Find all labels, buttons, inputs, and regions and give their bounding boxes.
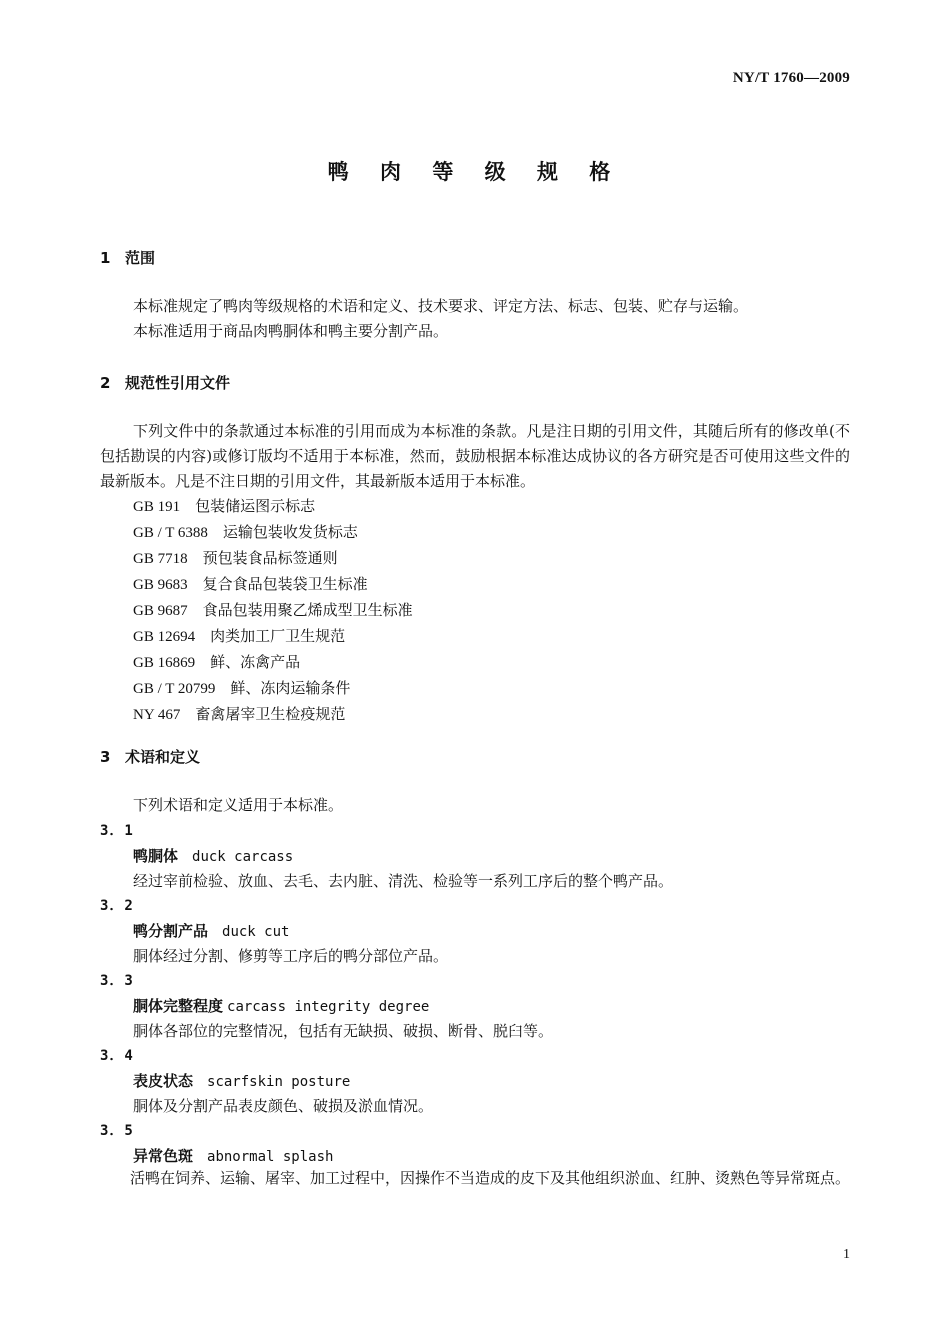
term-entry [133,995,429,1016]
section-number: 3 [100,748,111,766]
clause-number: 3．3 [100,973,134,989]
term-entry [133,1070,350,1091]
reference-item [133,676,413,702]
section-heading-scope [100,247,155,268]
term-zh: 胴体完整程度 [133,997,224,1015]
document-title: 鸭 肉 等 级 规 格 [327,160,623,184]
reference-name: 运输包装收发货标志 [222,523,358,541]
term-en: duck cut [222,924,290,940]
reference-item [133,546,413,572]
term-definition: 胴体及分割产品表皮颜色、破损及淤血情况。 [133,1097,434,1115]
section-number: 2 [100,374,111,392]
term-entry [133,920,289,941]
term-definition: 胴体经过分割、修剪等工序后的鸭分部位产品。 [133,947,449,965]
reference-code: GB 9687 [133,603,188,619]
clause-number: 3．1 [100,823,134,839]
section-title: 规范性引用文件 [125,374,231,392]
standard-code: NY/T 1760—2009 [732,70,850,86]
reference-code: GB 9683 [133,577,188,593]
term-en: carcass integrity degree [227,999,430,1015]
terms-intro-paragraph: 下列术语和定义适用于本标准。 [133,796,344,814]
reference-item [133,494,413,520]
clause-number: 3．2 [100,898,134,914]
reference-item [133,520,413,546]
clause-number: 3．4 [100,1048,134,1064]
reference-code: GB 7718 [133,551,188,567]
reference-item [133,650,413,676]
clause-number: 3．5 [100,1123,134,1139]
term-entry [133,845,293,866]
reference-code: NY 467 [133,707,181,723]
reference-name: 预包装食品标签通则 [202,549,338,567]
reference-name: 鲜、冻禽产品 [210,653,301,671]
reference-code: GB / T 6388 [133,525,208,541]
reference-list [133,494,413,728]
reference-name: 包装储运图示标志 [195,497,316,515]
section-heading-terms-definitions [100,746,200,767]
reference-name: 复合食品包装袋卫生标准 [202,575,368,593]
page-number: 1 [843,1247,850,1262]
section-heading-normative-references [100,372,230,393]
term-entry [133,1145,333,1166]
reference-code: GB 12694 [133,629,196,645]
reference-name: 肉类加工厂卫生规范 [210,627,346,645]
term-definition: 活鸭在饲养、运输、屠宰、加工过程中，因操作不当造成的皮下及其他组织淤血、红肿、烫熟色等异常斑点。 [130,1169,851,1187]
reference-item [133,624,413,650]
term-en: scarfskin posture [207,1074,351,1090]
term-zh: 鸭分割产品 [133,922,209,940]
reference-item [133,598,413,624]
scope-paragraph-1: 本标准规定了鸭肉等级规格的术语和定义、技术要求、评定方法、标志、包装、贮存与运输。 [133,297,749,315]
reference-code: GB 191 [133,499,181,515]
term-zh: 鸭胴体 [133,847,179,865]
reference-code: GB 16869 [133,655,196,671]
term-zh: 异常色斑 [133,1147,194,1165]
reference-item [133,572,413,598]
term-en: abnormal splash [207,1149,334,1165]
reference-item [133,702,413,728]
section-title: 范围 [125,249,156,267]
reference-code: GB / T 20799 [133,681,216,697]
references-intro-paragraph: 下列文件中的条款通过本标准的引用而成为本标准的条款。凡是注日期的引用文件，其随后所有的修改单(不包括勘误的内容)或修订版均不适用于本标准，然而，鼓励根据本标准达成协议的各方研究是否可使用这些文件的最新版本。凡是不注日期的引用文件，其最新版本适用于本标准。 [100,422,850,490]
term-definition: 胴体各部位的完整情况，包括有无缺损、破损、断骨、脱臼等。 [133,1022,554,1040]
section-title: 术语和定义 [125,748,201,766]
section-number: 1 [100,249,111,267]
scope-paragraph-2: 本标准适用于商品肉鸭胴体和鸭主要分割产品。 [133,322,449,340]
term-en: duck carcass [192,849,294,865]
reference-name: 食品包装用聚乙烯成型卫生标准 [202,601,413,619]
reference-name: 畜禽屠宰卫生检疫规范 [195,705,346,723]
term-zh: 表皮状态 [133,1072,194,1090]
reference-name: 鲜、冻肉运输条件 [230,679,351,697]
term-definition: 经过宰前检验、放血、去毛、去内脏、清洗、检验等一系列工序后的整个鸭产品。 [133,872,674,890]
